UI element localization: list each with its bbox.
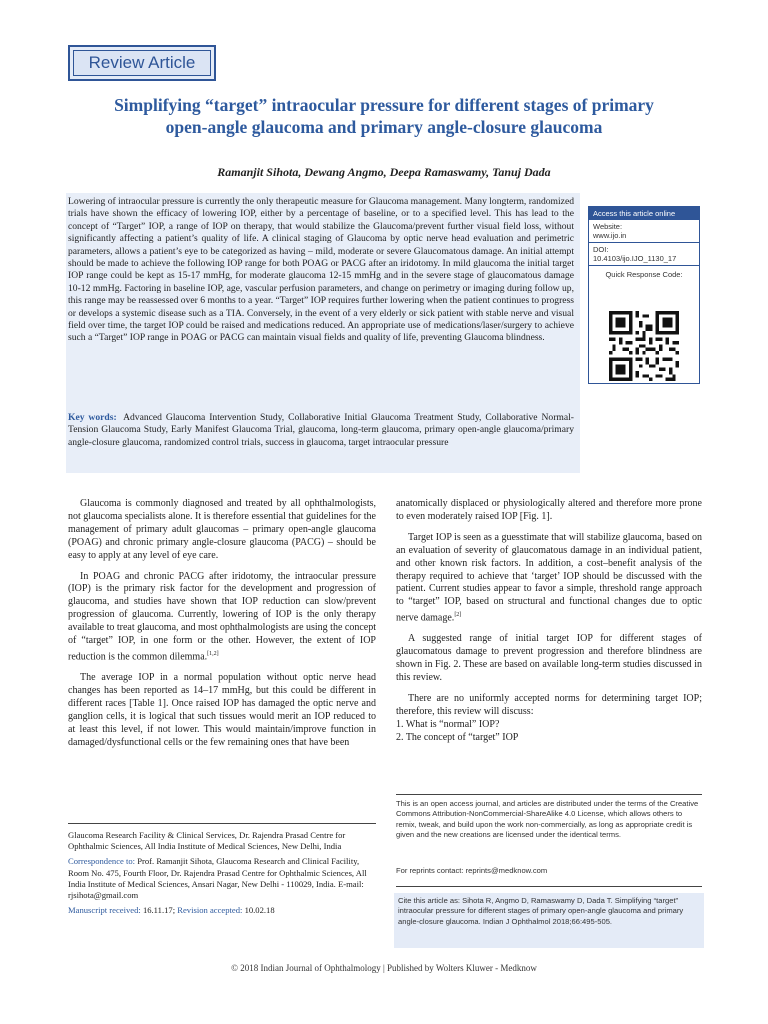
author-list: Ramanjit Sihota, Dewang Angmo, Deepa Ramaswamy, Tanuj Dada (217, 165, 551, 179)
paragraph: The average IOP in a normal population without optic nerve head changes has been reported as 14–17 mmHg, but this could be different in different races [Table 1]. Once raised IOP has damaged the optic nerve and ganglion cells, it is logical that such tissues would merit an IOP reduced to at least this level, if not lower. This would maintain/improve function in damaged/dysfunctional cells or the few remaining ones that have been (68, 672, 376, 748)
abstract-text: Lowering of intraocular pressure is currently the only therapeutic measure for Glaucoma management. Many longterm, randomized trials have shown the efficacy of lowering IOP, either by a percentage of baseline, or to a specified level. This has lead to the concept of “Target” IOP, a range of IOP on therapy, that would stabilize the Glaucoma/prevent further visual field loss, without significantly affecting a patient’s quality of life. A clinical staging of Glaucoma by optic nerve head evaluation and perimetric parameters, allows a patient’s eye to be categorized as having – mild, moderate or severe Glaucomatous damage. An initial attempt should be made to achieve the following IOP range for both POAG or PACG after an iridotomy. In mild glaucoma the initial target IOP range could be kept as 15-17 mmHg, for moderate glaucoma 12-15 mmHg and in the severe stage of glaucomatous damage 10-12 mmHg. Factoring in baseline IOP, age, vascular perfusion parameters, and change on perimetry or imaging during follow up, this range may be reassessed over 6 months to a year. “Target” IOP requires further lowering when the patient continues to progress or develops a systemic disease such as a TIA. Conversely, in the event of a very elderly or sick patient with stable nerve and visual field over time, the target IOP could be raised and medications reduced. An appropriate use of medications/laser/surgery to achieve such a “Target” IOP range in POAG or PACG can maintain visual fields and quality of life, preventing Glaucoma blindness. (68, 196, 574, 344)
section-label: Review Article (73, 50, 211, 76)
list-item: 2. The concept of “target” IOP (396, 731, 519, 743)
website-row (589, 220, 699, 243)
paragraph (68, 571, 376, 665)
body-column-right (396, 498, 702, 745)
divider (396, 886, 702, 887)
qr-code-icon[interactable] (609, 311, 679, 381)
paragraph (396, 532, 702, 626)
body-column-left (68, 498, 376, 758)
divider (396, 794, 702, 795)
received-label: Manuscript received: (68, 905, 141, 916)
doi-row (589, 243, 699, 266)
section-badge (68, 45, 216, 81)
accepted-label: Revision accepted: (177, 905, 243, 916)
title-line-2: open-angle glaucoma and primary angle-closure glaucoma (165, 117, 603, 137)
website-label: Website: (593, 222, 623, 231)
divider (68, 823, 376, 824)
license-text: This is an open access journal, and articles are distributed under the terms of the Creative Commons Attribution-NonCommercial-ShareAlike 4.0 License, which allows others to remix, tweak, and build upon the work non-commercially, as long as appropriate credit is given and the new creations are licensed under the identical terms. (396, 799, 699, 840)
paragraph: There are no uniformly accepted norms for determining target IOP; therefore, this review will discuss: (396, 693, 702, 718)
correspondence-label: Correspondence to: (68, 856, 136, 867)
paragraph-text: Target IOP is seen as a guesstimate that will stabilize glaucoma, based on an evaluation of severity of glaucomatous damage in an individual patient, and other known risk factors. In addition, a cost–benefit analysis of the therapy required to achieve that ‘target’ IOP should be discussed with the patient. Current studies appear to favor a simple, threshold range approach to “target” IOP, based on structural and functional changes due to optic nerve damage. (396, 531, 702, 624)
doi-label: DOI: (593, 245, 609, 254)
correspondence-text: Prof. Ramanjit Sihota, Glaucoma Research and Clinical Facility, Room No. 475, Fourth Floor, Dr. Rajendra Prasad Centre for Ophthalmic Sciences, All India Institute of Medical Sciences, Ansari Nagar, New Delhi - 110029, India. E-mail: rjsihota@gmail.com (68, 856, 367, 901)
access-online-box (588, 206, 700, 384)
manuscript-dates (68, 905, 376, 916)
citation-ref[interactable]: [1,2] (207, 650, 219, 657)
list-item: 1. What is “normal” IOP? (396, 718, 500, 730)
page-footer: © 2018 Indian Journal of Ophthalmology | Published by Wolters Kluwer - Medknow (231, 963, 537, 973)
paragraph-text: In POAG and chronic PACG after iridotomy, the intraocular pressure (IOP) is the primary risk factor for the development and progression of glaucoma, and studies have shown that IOP reduction can slow/prevent progression of glaucoma. Currently, lowering of IOP is the only therapy available to treat glaucoma, and most ophthalmologists are using the concept of “target” IOP, in one form or the other. However, the extent of IOP reduction is the common dilemma. (68, 570, 376, 663)
paragraph: anatomically displaced or physiologically altered and therefore more prone to even moderately raised IOP [Fig. 1]. (396, 498, 702, 522)
qr-label: Quick Response Code: (605, 270, 683, 279)
affiliation-block (68, 830, 376, 920)
accepted-date: 10.02.18 (244, 905, 275, 916)
doi-value[interactable]: 10.4103/ijo.IJO_1130_17 (593, 254, 677, 263)
website-link[interactable]: www.ijo.in (593, 231, 627, 240)
paragraph: Glaucoma is commonly diagnosed and treated by all ophthalmologists, not glaucoma specialists alone. It is therefore essential that guidelines for the management of primary adult glaucomas – primary open-angle glaucoma (POAG) and chronic primary angle-closure glaucoma (PACG) – should be easy to apply at any level of eye care. (68, 498, 376, 561)
title-line-1: Simplifying “target” intraocular pressure for different stages of primary (114, 95, 654, 115)
citation-ref[interactable]: [2] (454, 612, 462, 619)
received-date: 16.11.17; (142, 905, 176, 916)
affiliation-address: Glaucoma Research Facility & Clinical Services, Dr. Rajendra Prasad Centre for Ophthalmic Sciences, All India Institute of Medical Sciences, New Delhi, India (68, 830, 346, 852)
access-heading: Access this article online (589, 207, 699, 220)
correspondence (68, 856, 376, 901)
keywords-text: Advanced Glaucoma Intervention Study, Collaborative Initial Glaucoma Treatment Study, Collaborative Normal-Tension Glaucoma Study, Early Manifest Glaucoma Trial, glaucoma, long-term glaucoma, primary open-angle glaucoma/primary angle-closure glaucoma, randomized control trials, success in glaucoma, target intraocular pressure (68, 412, 574, 448)
article-title (68, 94, 700, 138)
reprints-contact[interactable]: For reprints contact: reprints@medknow.com (396, 866, 548, 875)
keywords-label: Key words: (68, 412, 117, 423)
keywords (68, 412, 574, 449)
citation-box: Cite this article as: Sihota R, Angmo D, Ramaswamy D, Dada T. Simplifying “target” intraocular pressure for different stages of primary open-angle glaucoma and primary angle-closure glaucoma. Indian J Ophthalmol 2018;66:495-505. (394, 893, 704, 948)
paragraph: A suggested range of initial target IOP for different stages of glaucomatous damage to prevent progression and therefore blindness are shown in Fig. 2. These are based on available long-term studies discussed in this review. (396, 633, 702, 684)
